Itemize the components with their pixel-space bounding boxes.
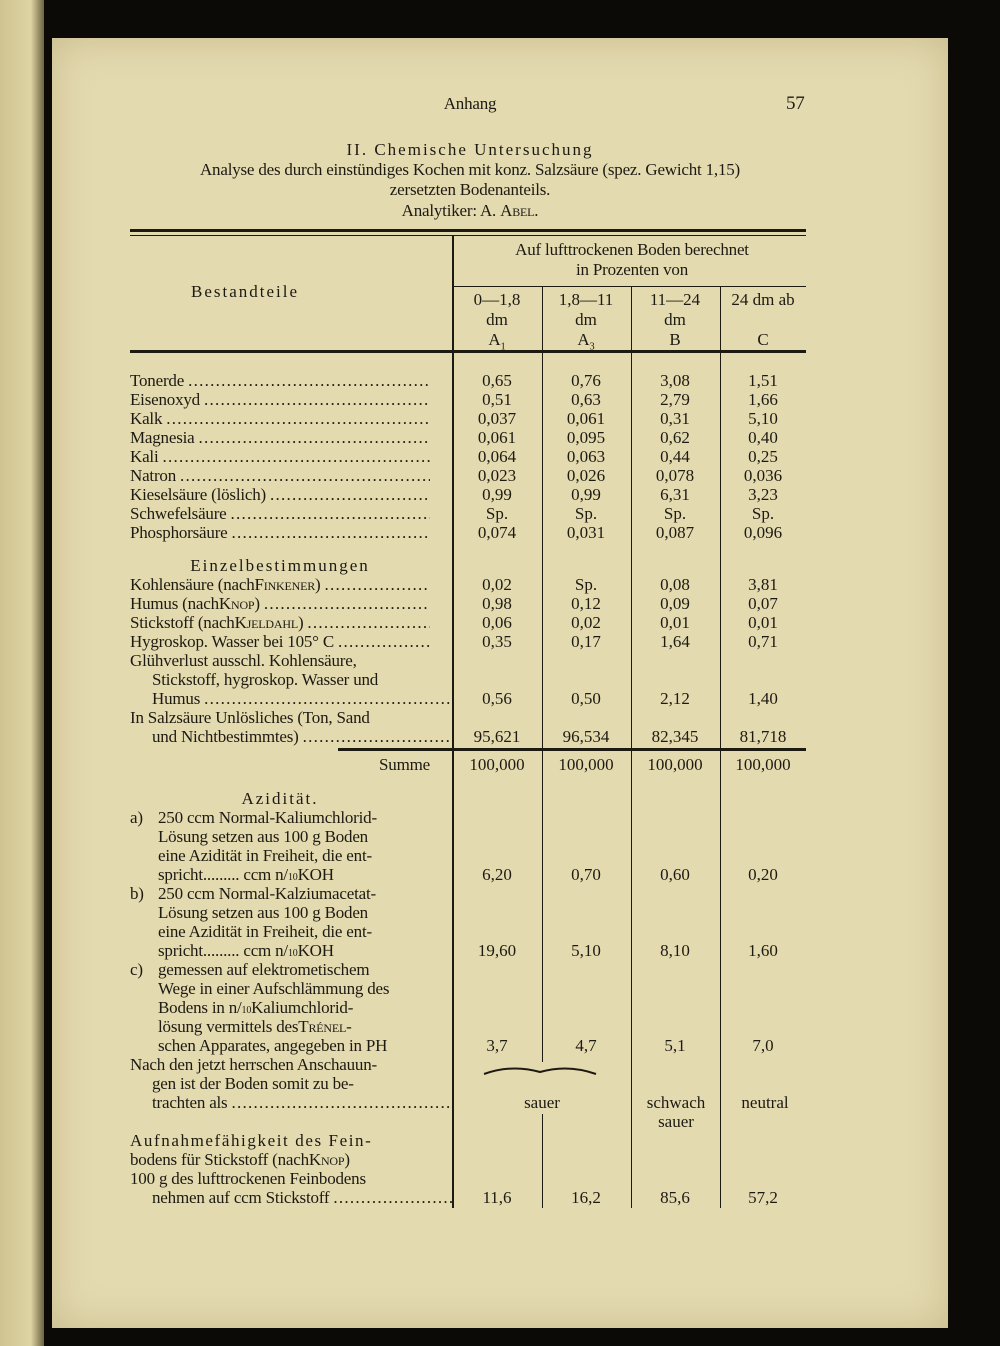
label-segment: Magnesia [130,428,195,447]
label-segment: Summe [379,755,430,774]
row-label [130,960,430,979]
row-label [130,1131,430,1150]
row-label: spricht......... ccm n/ 10 KOH [158,865,334,884]
label-segment: Wege in einer Aufschlämmung des [158,979,390,998]
cell-value: 1,40 [748,689,778,708]
cell-value: Sp. [574,504,598,523]
label-segment: c) [130,960,143,979]
cell-value: 96,534 [562,727,610,746]
header-bottom-rule [130,350,806,353]
cell-value: 0,02 [482,575,512,594]
label-segment: Phosphorsäure [130,523,228,542]
cell-value: 0,76 [571,371,601,390]
cell-value: 0,56 [482,689,512,708]
row-label [130,1036,458,1055]
label-segment: lösung vermittels des [158,1017,299,1036]
row-label [130,651,430,670]
label-segment: Eisenoxyd [130,390,200,409]
cell-value: 82,345 [651,727,699,746]
label-segment: Kieselsäure (löslich) [130,485,267,504]
label-segment: gemessen auf elektrometischem [158,960,370,979]
col-header-unit: dm [664,310,686,329]
row-label [130,755,430,774]
col-header-range: 0—1,8 [473,290,521,309]
label-segment: Kali [130,447,159,466]
cell-value: 1,64 [660,632,690,651]
horizon-label: C [757,330,769,349]
dot-leader [307,613,430,632]
cell-value: 0,078 [655,466,695,485]
label-segment: a) [130,808,143,827]
col-header-range: 1,8—11 [558,290,614,309]
row-label [130,689,452,708]
dot-leader [325,575,431,594]
cell-value: 0,074 [477,523,517,542]
row-label [130,466,430,485]
cell-value: 85,6 [660,1188,690,1207]
dot-leader [204,689,452,708]
cell-value: 0,51 [482,390,512,409]
col-header-range: 11—24 [649,290,701,309]
cell-value: 1,60 [748,941,778,960]
row-label [130,485,430,504]
cell-value: Sp. [663,504,687,523]
label-segment: 250 ccm Normal-Kalziumacetat- [158,884,376,903]
col-header-horizon [577,330,595,353]
row-label [130,827,458,846]
cell-value: 3,23 [748,485,778,504]
label-segment: 250 ccm Normal-Kaliumchlorid- [158,808,377,827]
row-label [130,428,430,447]
row-label [130,1055,430,1074]
cell-value: Sp. [485,504,509,523]
cell-value: 19,60 [477,941,517,960]
top-rule-thin [130,235,806,236]
label-segment: Bodens in n/ [158,998,242,1017]
verdict-a-columns: sauer [524,1093,560,1112]
label-segment: Finkener [254,575,316,594]
cell-value: 0,98 [482,594,512,613]
group-header-rule [453,286,806,287]
dot-leader [232,523,431,542]
cell-value: 0,25 [748,447,778,466]
cell-value: 0,023 [477,466,517,485]
cell-value: 0,01 [748,613,778,632]
title-line-2: zersetzten Bodenanteils. [389,180,551,199]
cell-value: 0,095 [566,428,606,447]
cell-value: 0,064 [477,447,517,466]
label-segment: Natron [130,466,177,485]
cell-value: 11,6 [482,1188,512,1207]
label-segment: bodens für Stickstoff (nach [130,1150,309,1169]
cell-value: Sp. [574,575,598,594]
running-title: Anhang [443,94,497,113]
cell-value: 0,06 [482,613,512,632]
label-segment: ) [315,575,321,594]
label-segment: gen ist der Boden somit zu be- [152,1074,354,1093]
label-segment: b) [130,884,144,903]
cell-value: 100,000 [469,755,525,774]
cell-value: 16,2 [571,1188,601,1207]
row-label [130,903,458,922]
row-label [130,613,430,632]
row-label [130,447,430,466]
cell-value: 2,12 [660,689,690,708]
row-label [130,708,430,727]
stub-header: Bestandteile [190,282,300,301]
label-segment: Knop [308,1150,345,1169]
title-line-1: Analyse des durch einstündiges Kochen mit konz. Salzsäure (spez. Gewicht 1,15) [199,160,741,179]
label-segment: Azidität. [241,789,319,808]
analyst-name: Abel. [500,201,539,220]
cell-value: 0,08 [660,575,690,594]
row-label [130,727,452,746]
cell-value: 0,60 [660,865,690,884]
label-segment: Lösung setzen aus 100 g Boden [158,903,368,922]
cell-value: 95,621 [473,727,521,746]
dot-leader [204,390,430,409]
cell-value: 0,99 [571,485,601,504]
dot-leader [166,409,430,428]
row-label [130,523,430,542]
label-segment: Schwefelsäure [130,504,227,523]
dot-leader [231,504,430,523]
cell-value: 0,99 [482,485,512,504]
col-header-horizon [669,330,680,349]
cell-value: 7,0 [752,1036,774,1055]
row-label [130,1093,452,1112]
label-segment: ) [254,594,260,613]
cell-value: 6,31 [660,485,690,504]
col-divider-3 [720,287,721,1208]
label-segment: Tonerde [130,371,185,390]
col-header-range: 24 dm ab [731,290,795,309]
label-segment: eine Azidität in Freiheit, die ent- [158,922,372,941]
label-segment: Kaliumchlorid- [251,998,354,1017]
col-header-horizon [757,330,768,349]
row-label [130,556,430,575]
row-label [130,884,430,903]
dot-leader [180,466,430,485]
cell-value: 5,10 [748,409,778,428]
dot-leader [162,447,430,466]
horizon-label: A [488,330,501,349]
cell-value: 0,087 [655,523,695,542]
cell-value: 0,036 [743,466,783,485]
cell-value: 0,07 [748,594,778,613]
row-label [130,594,430,613]
row-label: Bodens in n/ 10 Kaliumchlorid- [158,998,354,1017]
label-segment: Nach den jetzt herrschen Anschauun- [130,1055,377,1074]
cell-value: 0,44 [660,447,690,466]
stub-divider [452,236,454,1208]
label-segment: Hygroskop. Wasser bei 105° C [130,632,334,651]
cell-value: 0,50 [571,689,601,708]
cell-value: 6,20 [482,865,512,884]
cell-value: 1,51 [748,371,778,390]
cell-value: 0,096 [743,523,783,542]
cell-value: 2,79 [660,390,690,409]
row-label [130,922,458,941]
analyst [402,201,539,220]
cell-value: 100,000 [735,755,791,774]
cell-value: 0,063 [566,447,606,466]
horizon-label: B [669,330,681,349]
cell-value: 0,65 [482,371,512,390]
group-header-1: Auf lufttrockenen Boden berechnet [515,240,749,259]
cell-value: 0,20 [748,865,778,884]
cell-value: 5,10 [571,941,601,960]
label-segment: Kohlensäure (nach [130,575,255,594]
row-label [130,789,430,808]
row-label [130,1188,452,1207]
row-label [130,670,452,689]
label-segment: eine Azidität in Freiheit, die ent- [158,846,372,865]
col-divider-1 [542,287,543,1062]
row-label [130,504,430,523]
cell-value: 4,7 [575,1036,597,1055]
col-header-unit: dm [575,310,597,329]
label-segment: trachten als [152,1093,228,1112]
row-label [130,390,430,409]
cell-value: 0,026 [566,466,606,485]
cell-value: 3,08 [660,371,690,390]
label-segment: KOH [297,941,334,960]
dot-leader [333,1188,452,1207]
row-label [130,371,430,390]
top-rule-thick [130,229,806,232]
horizon-label: A [577,330,590,349]
label-segment: Kjeldahl [234,613,298,632]
row-label [130,1017,458,1036]
row-label [130,846,458,865]
cell-value: 0,71 [748,632,778,651]
label-segment: spricht......... ccm n/ [158,941,288,960]
cell-value: 0,12 [571,594,601,613]
horizon-subscript: 3 [589,341,595,353]
label-segment: spricht......... ccm n/ [158,865,288,884]
cell-value: 0,061 [566,409,606,428]
cell-value: 5,1 [664,1036,686,1055]
label-segment: KOH [297,865,334,884]
dot-leader [303,727,452,746]
row-label [130,632,430,651]
row-label [130,1074,452,1093]
cell-value: 0,02 [571,613,601,632]
brace-icon [482,1062,598,1078]
cell-value: 0,35 [482,632,512,651]
label-segment: und Nichtbestimmtes) [152,727,299,746]
cell-value: 0,63 [571,390,601,409]
cell-value: 81,718 [739,727,787,746]
col-divider-1-lower [542,1114,543,1208]
horizon-subscript: 1 [500,341,506,353]
cell-value: 100,000 [558,755,614,774]
dot-leader [270,485,430,504]
label-segment: ) [344,1150,350,1169]
label-segment: Einzelbestimmungen [190,556,370,575]
row-label [130,979,458,998]
label-segment: Stickstoff (nach [130,613,235,632]
group-header-2: in Prozenten von [576,260,688,279]
analyst-prefix: Analytiker: A. [401,201,501,220]
verdict-b-line-2: sauer [658,1112,694,1131]
page-number: 57 [786,93,805,114]
col-divider-2 [631,287,632,1208]
row-label [130,409,430,428]
cell-value: 3,81 [748,575,778,594]
row-label [130,1169,430,1188]
col-header-horizon [488,330,506,353]
cell-value: 0,061 [477,428,517,447]
dot-leader [338,632,430,651]
cell-value: 0,17 [571,632,601,651]
cell-value: 0,70 [571,865,601,884]
row-label [130,575,430,594]
dot-leader [264,594,430,613]
cell-value: 0,031 [566,523,606,542]
label-segment: 100 g des lufttrockenen Feinbodens [130,1169,366,1188]
cell-value: 100,000 [647,755,703,774]
cell-value: 0,09 [660,594,690,613]
label-segment: Glühverlust ausschl. Kohlensäure, [130,651,357,670]
row-label: spricht......... ccm n/ 10 KOH [158,941,334,960]
label-segment: Knop [218,594,255,613]
label-segment: Lösung setzen aus 100 g Boden [158,827,368,846]
label-segment: Humus [152,689,201,708]
cell-value: 1,66 [748,390,778,409]
cell-value: 3,7 [486,1036,508,1055]
label-segment: Trénel- [298,1017,352,1036]
row-label [130,1150,430,1169]
label-segment: Aufnahmefähigkeit des Fein- [130,1131,373,1150]
label-segment: ) [297,613,304,632]
verdict-b-line-1: schwach [646,1093,706,1112]
section-title: II. Chemische Untersuchung [346,140,594,159]
label-segment: Stickstoff, hygroskop. Wasser und [152,670,379,689]
cell-value: 57,2 [748,1188,778,1207]
book-spine-edge [0,0,44,1346]
cell-value: 0,037 [477,409,517,428]
sum-rule [338,748,806,751]
label-segment: Humus (nach [130,594,219,613]
label-segment: schen Apparates, angegeben in PH [158,1036,388,1055]
cell-value: Sp. [751,504,775,523]
label-segment: In Salzsäure Unlösliches (Ton, Sand [130,708,370,727]
verdict-c: neutral [741,1093,789,1112]
dot-leader [188,371,430,390]
dot-leader [199,428,431,447]
cell-value: 0,62 [660,428,690,447]
dot-leader [231,1093,452,1112]
cell-value: 8,10 [660,941,690,960]
col-header-unit: dm [486,310,508,329]
label-segment: nehmen auf ccm Stickstoff [152,1188,330,1207]
label-segment: Kalk [130,409,163,428]
cell-value: 0,01 [660,613,690,632]
cell-value: 0,40 [748,428,778,447]
cell-value: 0,31 [660,409,690,428]
row-label [130,808,430,827]
